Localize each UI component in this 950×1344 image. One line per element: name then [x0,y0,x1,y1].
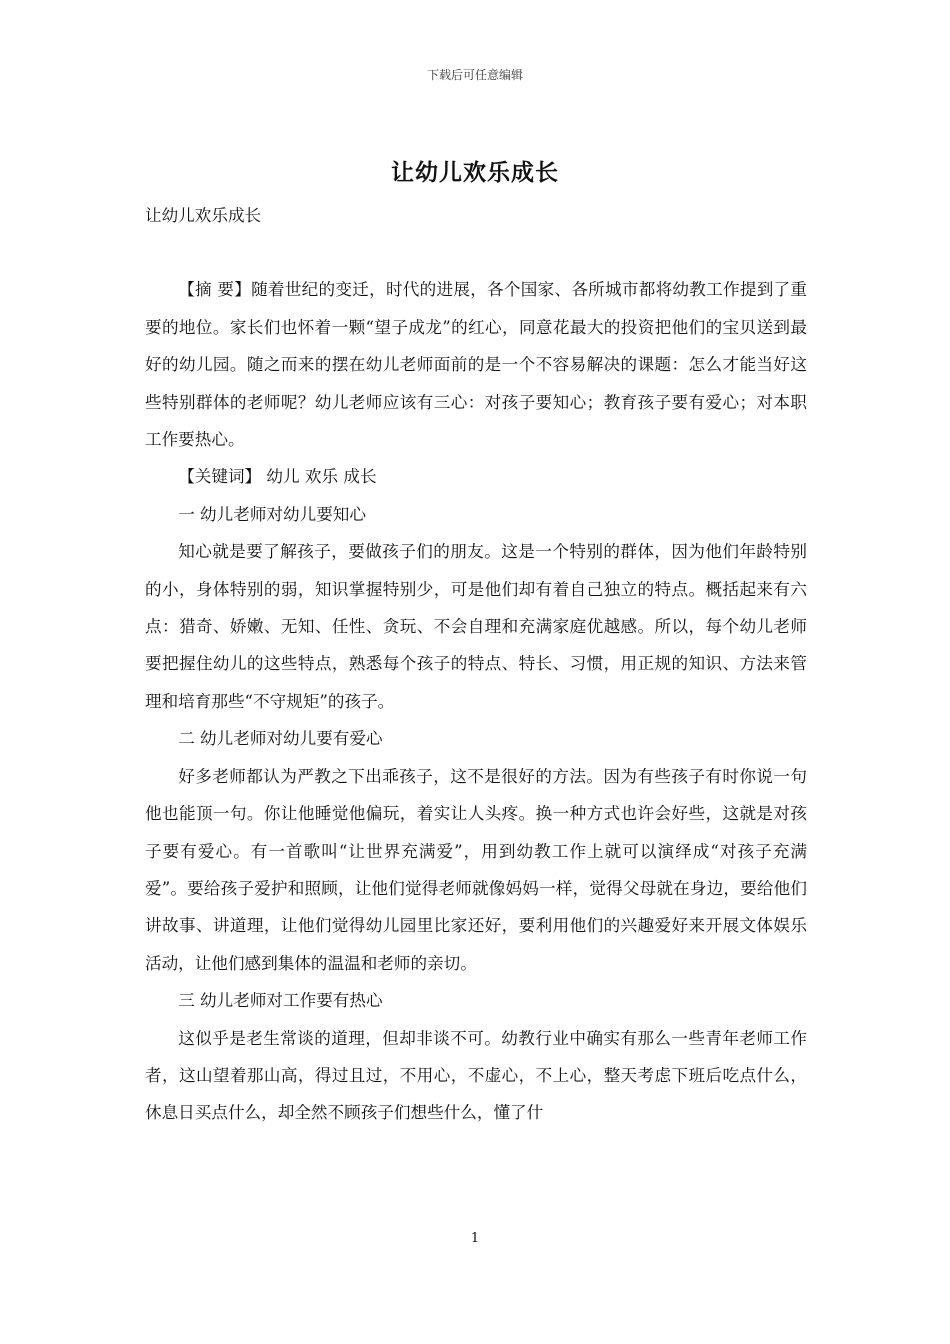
document-subtitle: 让幼儿欢乐成长 [145,206,262,225]
keywords-line: 【关键词】 幼儿 欢乐 成长 [178,467,377,487]
section-heading-2: 二 幼儿老师对幼儿要有爱心 [178,729,383,749]
blank-line [145,234,807,271]
section-body-1: 知心就是要了解孩子，要做孩子们的朋友。这是一个特别的群体，因为他们年龄特别的小，身体特别的弱，知识掌握特别少，可是他们却有着自己独立的特点。概括起来有六点：猎奇、娇嫩、无知、任性、贪玩、不会自理和充满家庭优越感。所以，每个幼儿老师要把握住幼儿的这些特点，熟悉每个孩子的特点、特长、习惯，用正规的知识、方法来管理和培育那些“不守规矩”的孩子。 [145,542,807,711]
section-body-2: 好多老师都认为严教之下出乖孩子，这不是很好的方法。因为有些孩子有时你说一句他也能顶一句。你让他睡觉他偏玩，着实让人头疼。换一种方式也许会好些，这就是对孩子要有爱心。有一首歌叫“让世界充满爱”，用到幼教工作上就可以演绎成“对孩子充满爱”。要给孩子爱护和照顾，让他们觉得老师就像妈妈一样，觉得父母就在身边，要给他们讲故事、讲道理，让他们觉得幼儿园里比家还好，要利用他们的兴趣爱好来开展文体娱乐活动，让他们感到集体的温温和老师的亲切。 [145,766,807,973]
page-header: 下载后可任意编辑 [426,68,523,82]
document-title: 让幼儿欢乐成长 [391,160,559,186]
section-heading-3: 三 幼儿老师对工作要有热心 [178,991,383,1011]
document-body [145,196,807,1132]
abstract-paragraph: 【摘 要】随着世纪的变迁，时代的进展，各个国家、各所城市都将幼教工作提到了重要的地位。家长们也怀着一颗“望子成龙”的红心，同意花最大的投资把他们的宝贝送到最好的幼儿园。随之而来的摆在幼儿老师面前的是一个不容易解决的课题：怎么才能当好这些特别群体的老师呢？幼儿老师应该有三心：对孩子要知心；教育孩子要有爱心；对本职工作要热心。 [145,280,807,450]
section-body-3: 这似乎是老生常谈的道理，但却非谈不可。幼教行业中确实有那么一些青年老师工作者，这山望着那山高，得过且过，不用心，不虚心，不上心，整天考虑下班后吃点什么，休息日买点什么，却全然不顾孩子们想些什么，懂了什 [145,1028,807,1123]
section-heading-1: 一 幼儿老师对幼儿要知心 [178,504,366,524]
page-number: 1 [470,1231,480,1246]
